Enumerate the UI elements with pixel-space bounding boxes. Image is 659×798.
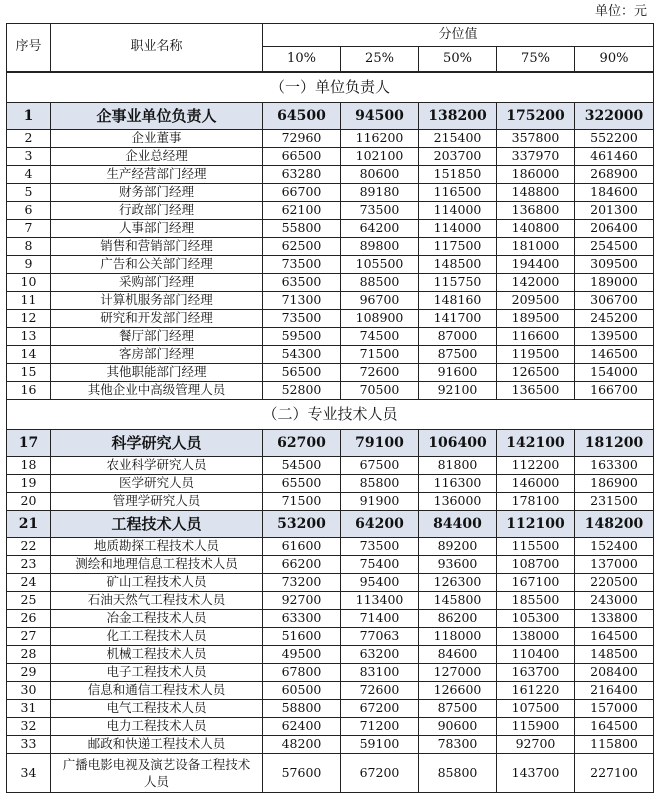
value-p90: 154000 xyxy=(575,363,654,381)
row-index: 30 xyxy=(7,681,51,699)
table-row xyxy=(7,273,654,291)
value-p10: 73500 xyxy=(263,309,341,327)
header-percentile-group: 分位值 xyxy=(263,24,654,47)
value-p75: 142000 xyxy=(497,273,575,291)
row-index: 10 xyxy=(7,273,51,291)
table-row xyxy=(7,573,654,591)
table-row xyxy=(7,255,654,273)
value-p50: 86200 xyxy=(419,609,497,627)
value-p50: 145800 xyxy=(419,591,497,609)
value-p25: 91900 xyxy=(341,492,419,510)
value-p75: 110400 xyxy=(497,645,575,663)
category-row xyxy=(7,102,654,129)
value-p75: 142100 xyxy=(497,429,575,456)
value-p90: 243000 xyxy=(575,591,654,609)
row-index: 31 xyxy=(7,699,51,717)
value-p10: 73500 xyxy=(263,255,341,273)
value-p75: 148800 xyxy=(497,183,575,201)
occupation-name: 企事业单位负责人 xyxy=(51,102,263,129)
value-p25: 80600 xyxy=(341,165,419,183)
value-p10: 54300 xyxy=(263,345,341,363)
value-p90: 220500 xyxy=(575,573,654,591)
value-p25: 74500 xyxy=(341,327,419,345)
value-p90: 201300 xyxy=(575,201,654,219)
value-p50: 118000 xyxy=(419,627,497,645)
value-p25: 64200 xyxy=(341,219,419,237)
value-p90: 231500 xyxy=(575,492,654,510)
value-p25: 67200 xyxy=(341,753,419,792)
value-p75: 209500 xyxy=(497,291,575,309)
occupation-name: 企业总经理 xyxy=(51,147,263,165)
value-p75: 178100 xyxy=(497,492,575,510)
value-p90: 184600 xyxy=(575,183,654,201)
value-p75: 119500 xyxy=(497,345,575,363)
occupation-name: 邮政和快递工程技术人员 xyxy=(51,735,263,753)
table-row xyxy=(7,492,654,510)
value-p90: 189000 xyxy=(575,273,654,291)
value-p10: 62500 xyxy=(263,237,341,255)
value-p25: 113400 xyxy=(341,591,419,609)
value-p25: 89800 xyxy=(341,237,419,255)
value-p10: 67800 xyxy=(263,663,341,681)
value-p10: 53200 xyxy=(263,510,341,537)
value-p90: 139500 xyxy=(575,327,654,345)
row-index: 28 xyxy=(7,645,51,663)
value-p50: 116300 xyxy=(419,474,497,492)
row-index: 15 xyxy=(7,363,51,381)
occupation-name: 机械工程技术人员 xyxy=(51,645,263,663)
value-p10: 55800 xyxy=(263,219,341,237)
value-p25: 105500 xyxy=(341,255,419,273)
table-row xyxy=(7,537,654,555)
table-row xyxy=(7,681,654,699)
value-p10: 48200 xyxy=(263,735,341,753)
row-index: 3 xyxy=(7,147,51,165)
value-p25: 94500 xyxy=(341,102,419,129)
value-p90: 322000 xyxy=(575,102,654,129)
value-p90: 461460 xyxy=(575,147,654,165)
category-row xyxy=(7,510,654,537)
occupation-name: 生产经营部门经理 xyxy=(51,165,263,183)
value-p90: 148500 xyxy=(575,645,654,663)
value-p75: 92700 xyxy=(497,735,575,753)
section-title: （一）单位负责人 xyxy=(7,72,654,103)
value-p90: 227100 xyxy=(575,753,654,792)
occupation-name: 科学研究人员 xyxy=(51,429,263,456)
value-p25: 73500 xyxy=(341,537,419,555)
header-p75: 75% xyxy=(497,47,575,72)
table-row xyxy=(7,219,654,237)
value-p10: 92700 xyxy=(263,591,341,609)
value-p90: 181200 xyxy=(575,429,654,456)
value-p75: 115900 xyxy=(497,717,575,735)
value-p50: 126600 xyxy=(419,681,497,699)
row-index: 4 xyxy=(7,165,51,183)
value-p90: 146500 xyxy=(575,345,654,363)
occupation-name: 化工工程技术人员 xyxy=(51,627,263,645)
value-p75: 161220 xyxy=(497,681,575,699)
unit-label: 单位：元 xyxy=(594,4,647,19)
occupation-name: 电力工程技术人员 xyxy=(51,717,263,735)
value-p90: 208400 xyxy=(575,663,654,681)
occupation-name: 人事部门经理 xyxy=(51,219,263,237)
value-p50: 93600 xyxy=(419,555,497,573)
table-row xyxy=(7,591,654,609)
row-index: 13 xyxy=(7,327,51,345)
value-p75: 181000 xyxy=(497,237,575,255)
occupation-name: 其他职能部门经理 xyxy=(51,363,263,381)
row-index: 25 xyxy=(7,591,51,609)
value-p50: 215400 xyxy=(419,129,497,147)
value-p10: 62100 xyxy=(263,201,341,219)
row-index: 18 xyxy=(7,456,51,474)
table-row xyxy=(7,753,654,792)
row-index: 21 xyxy=(7,510,51,537)
value-p50: 115750 xyxy=(419,273,497,291)
occupation-name: 管理学研究人员 xyxy=(51,492,263,510)
value-p10: 52800 xyxy=(263,381,341,399)
value-p90: 552200 xyxy=(575,129,654,147)
value-p90: 152400 xyxy=(575,537,654,555)
value-p50: 78300 xyxy=(419,735,497,753)
table-row xyxy=(7,327,654,345)
row-index: 7 xyxy=(7,219,51,237)
value-p50: 87500 xyxy=(419,345,497,363)
value-p50: 126300 xyxy=(419,573,497,591)
table-row xyxy=(7,645,654,663)
occupation-name: 广告和公关部门经理 xyxy=(51,255,263,273)
row-index: 29 xyxy=(7,663,51,681)
occupation-name: 地质勘探工程技术人员 xyxy=(51,537,263,555)
value-p10: 63300 xyxy=(263,609,341,627)
value-p90: 206400 xyxy=(575,219,654,237)
occupation-name: 矿山工程技术人员 xyxy=(51,573,263,591)
value-p10: 63280 xyxy=(263,165,341,183)
value-p90: 216400 xyxy=(575,681,654,699)
row-index: 17 xyxy=(7,429,51,456)
value-p10: 60500 xyxy=(263,681,341,699)
value-p50: 81800 xyxy=(419,456,497,474)
row-index: 32 xyxy=(7,717,51,735)
row-index: 5 xyxy=(7,183,51,201)
value-p25: 73500 xyxy=(341,201,419,219)
value-p25: 67500 xyxy=(341,456,419,474)
row-index: 27 xyxy=(7,627,51,645)
value-p90: 115800 xyxy=(575,735,654,753)
header-index: 序号 xyxy=(7,24,51,72)
table-row xyxy=(7,456,654,474)
occupation-name: 广播电影电视及演艺设备工程技术人员 xyxy=(51,753,263,792)
value-p25: 70500 xyxy=(341,381,419,399)
value-p90: 137000 xyxy=(575,555,654,573)
value-p75: 143700 xyxy=(497,753,575,792)
value-p25: 89180 xyxy=(341,183,419,201)
value-p75: 107500 xyxy=(497,699,575,717)
row-index: 34 xyxy=(7,753,51,792)
occupation-name: 采购部门经理 xyxy=(51,273,263,291)
header-p90: 90% xyxy=(575,47,654,72)
value-p75: 115500 xyxy=(497,537,575,555)
value-p25: 95400 xyxy=(341,573,419,591)
value-p10: 72960 xyxy=(263,129,341,147)
value-p75: 163700 xyxy=(497,663,575,681)
row-index: 14 xyxy=(7,345,51,363)
row-index: 11 xyxy=(7,291,51,309)
occupation-name: 财务部门经理 xyxy=(51,183,263,201)
value-p10: 56500 xyxy=(263,363,341,381)
value-p25: 116200 xyxy=(341,129,419,147)
value-p25: 83100 xyxy=(341,663,419,681)
header-p10: 10% xyxy=(263,47,341,72)
occupation-name: 电气工程技术人员 xyxy=(51,699,263,717)
value-p90: 245200 xyxy=(575,309,654,327)
value-p75: 112200 xyxy=(497,456,575,474)
table-row xyxy=(7,147,654,165)
occupation-name: 石油天然气工程技术人员 xyxy=(51,591,263,609)
value-p50: 90600 xyxy=(419,717,497,735)
value-p50: 203700 xyxy=(419,147,497,165)
value-p25: 71200 xyxy=(341,717,419,735)
value-p50: 106400 xyxy=(419,429,497,456)
value-p25: 72600 xyxy=(341,681,419,699)
row-index: 20 xyxy=(7,492,51,510)
table-row xyxy=(7,663,654,681)
row-index: 24 xyxy=(7,573,51,591)
value-p10: 63500 xyxy=(263,273,341,291)
value-p50: 117500 xyxy=(419,237,497,255)
value-p10: 66200 xyxy=(263,555,341,573)
table-row xyxy=(7,201,654,219)
value-p75: 112100 xyxy=(497,510,575,537)
table-row xyxy=(7,555,654,573)
table-row xyxy=(7,735,654,753)
table-row xyxy=(7,627,654,645)
value-p90: 166700 xyxy=(575,381,654,399)
occupation-name: 医学研究人员 xyxy=(51,474,263,492)
value-p10: 66500 xyxy=(263,147,341,165)
value-p75: 105300 xyxy=(497,609,575,627)
value-p75: 138000 xyxy=(497,627,575,645)
value-p10: 66700 xyxy=(263,183,341,201)
row-index: 8 xyxy=(7,237,51,255)
row-index: 2 xyxy=(7,129,51,147)
value-p25: 64200 xyxy=(341,510,419,537)
table-body xyxy=(7,72,654,793)
value-p10: 65500 xyxy=(263,474,341,492)
table-row xyxy=(7,291,654,309)
value-p50: 151850 xyxy=(419,165,497,183)
table-row xyxy=(7,717,654,735)
occupation-name: 研究和开发部门经理 xyxy=(51,309,263,327)
table-row xyxy=(7,381,654,399)
occupation-name: 计算机服务部门经理 xyxy=(51,291,263,309)
value-p25: 63200 xyxy=(341,645,419,663)
table-row xyxy=(7,165,654,183)
table-row xyxy=(7,363,654,381)
value-p90: 306700 xyxy=(575,291,654,309)
value-p10: 71500 xyxy=(263,492,341,510)
value-p10: 61600 xyxy=(263,537,341,555)
value-p75: 185500 xyxy=(497,591,575,609)
value-p90: 164500 xyxy=(575,627,654,645)
header-occupation-name: 职业名称 xyxy=(51,24,263,72)
occupation-name: 工程技术人员 xyxy=(51,510,263,537)
value-p75: 167100 xyxy=(497,573,575,591)
value-p10: 73200 xyxy=(263,573,341,591)
value-p50: 85800 xyxy=(419,753,497,792)
value-p75: 136500 xyxy=(497,381,575,399)
value-p50: 148500 xyxy=(419,255,497,273)
occupation-name: 餐厅部门经理 xyxy=(51,327,263,345)
value-p25: 96700 xyxy=(341,291,419,309)
table-row xyxy=(7,699,654,717)
value-p10: 62400 xyxy=(263,717,341,735)
row-index: 22 xyxy=(7,537,51,555)
value-p75: 189500 xyxy=(497,309,575,327)
category-row xyxy=(7,429,654,456)
value-p25: 79100 xyxy=(341,429,419,456)
value-p90: 163300 xyxy=(575,456,654,474)
value-p50: 141700 xyxy=(419,309,497,327)
section-title: （二）专业技术人员 xyxy=(7,399,654,429)
value-p25: 71500 xyxy=(341,345,419,363)
value-p75: 194400 xyxy=(497,255,575,273)
row-index: 33 xyxy=(7,735,51,753)
value-p10: 51600 xyxy=(263,627,341,645)
value-p75: 337970 xyxy=(497,147,575,165)
value-p10: 64500 xyxy=(263,102,341,129)
value-p25: 72600 xyxy=(341,363,419,381)
table-row xyxy=(7,345,654,363)
value-p50: 136000 xyxy=(419,492,497,510)
row-index: 1 xyxy=(7,102,51,129)
value-p50: 91600 xyxy=(419,363,497,381)
value-p25: 75400 xyxy=(341,555,419,573)
value-p90: 186900 xyxy=(575,474,654,492)
value-p10: 59500 xyxy=(263,327,341,345)
value-p10: 57600 xyxy=(263,753,341,792)
occupation-name: 销售和营销部门经理 xyxy=(51,237,263,255)
row-index: 9 xyxy=(7,255,51,273)
value-p75: 175200 xyxy=(497,102,575,129)
occupation-name: 其他企业中高级管理人员 xyxy=(51,381,263,399)
value-p50: 92100 xyxy=(419,381,497,399)
occupation-name: 农业科学研究人员 xyxy=(51,456,263,474)
value-p50: 114000 xyxy=(419,219,497,237)
table-row xyxy=(7,609,654,627)
value-p75: 357800 xyxy=(497,129,575,147)
table-row xyxy=(7,183,654,201)
value-p50: 127000 xyxy=(419,663,497,681)
value-p75: 136800 xyxy=(497,201,575,219)
value-p25: 85800 xyxy=(341,474,419,492)
value-p50: 87000 xyxy=(419,327,497,345)
value-p90: 133800 xyxy=(575,609,654,627)
row-index: 19 xyxy=(7,474,51,492)
row-index: 16 xyxy=(7,381,51,399)
value-p10: 54500 xyxy=(263,456,341,474)
value-p50: 138200 xyxy=(419,102,497,129)
value-p25: 88500 xyxy=(341,273,419,291)
value-p50: 114000 xyxy=(419,201,497,219)
header-p50: 50% xyxy=(419,47,497,72)
occupation-name: 测绘和地理信息工程技术人员 xyxy=(51,555,263,573)
table-row xyxy=(7,237,654,255)
value-p90: 157000 xyxy=(575,699,654,717)
occupation-name: 行政部门经理 xyxy=(51,201,263,219)
occupation-name: 信息和通信工程技术人员 xyxy=(51,681,263,699)
value-p50: 116500 xyxy=(419,183,497,201)
table-row xyxy=(7,129,654,147)
header-p25: 25% xyxy=(341,47,419,72)
value-p10: 49500 xyxy=(263,645,341,663)
value-p25: 59100 xyxy=(341,735,419,753)
value-p10: 62700 xyxy=(263,429,341,456)
value-p50: 84600 xyxy=(419,645,497,663)
value-p75: 146000 xyxy=(497,474,575,492)
value-p90: 268900 xyxy=(575,165,654,183)
value-p25: 77063 xyxy=(341,627,419,645)
value-p50: 148160 xyxy=(419,291,497,309)
value-p90: 254500 xyxy=(575,237,654,255)
value-p25: 102100 xyxy=(341,147,419,165)
salary-percentile-table xyxy=(6,23,654,793)
value-p90: 148200 xyxy=(575,510,654,537)
occupation-name: 企业董事 xyxy=(51,129,263,147)
value-p75: 186000 xyxy=(497,165,575,183)
row-index: 26 xyxy=(7,609,51,627)
occupation-name: 电子工程技术人员 xyxy=(51,663,263,681)
value-p10: 71300 xyxy=(263,291,341,309)
value-p75: 116600 xyxy=(497,327,575,345)
row-index: 6 xyxy=(7,201,51,219)
value-p50: 87500 xyxy=(419,699,497,717)
value-p75: 126500 xyxy=(497,363,575,381)
value-p10: 58800 xyxy=(263,699,341,717)
value-p25: 108900 xyxy=(341,309,419,327)
row-index: 23 xyxy=(7,555,51,573)
occupation-name: 客房部门经理 xyxy=(51,345,263,363)
occupation-name: 冶金工程技术人员 xyxy=(51,609,263,627)
table-row xyxy=(7,309,654,327)
row-index: 12 xyxy=(7,309,51,327)
value-p75: 108700 xyxy=(497,555,575,573)
value-p50: 89200 xyxy=(419,537,497,555)
value-p25: 71400 xyxy=(341,609,419,627)
value-p90: 309500 xyxy=(575,255,654,273)
value-p25: 67200 xyxy=(341,699,419,717)
table-row xyxy=(7,474,654,492)
value-p50: 84400 xyxy=(419,510,497,537)
value-p90: 164500 xyxy=(575,717,654,735)
value-p75: 140800 xyxy=(497,219,575,237)
